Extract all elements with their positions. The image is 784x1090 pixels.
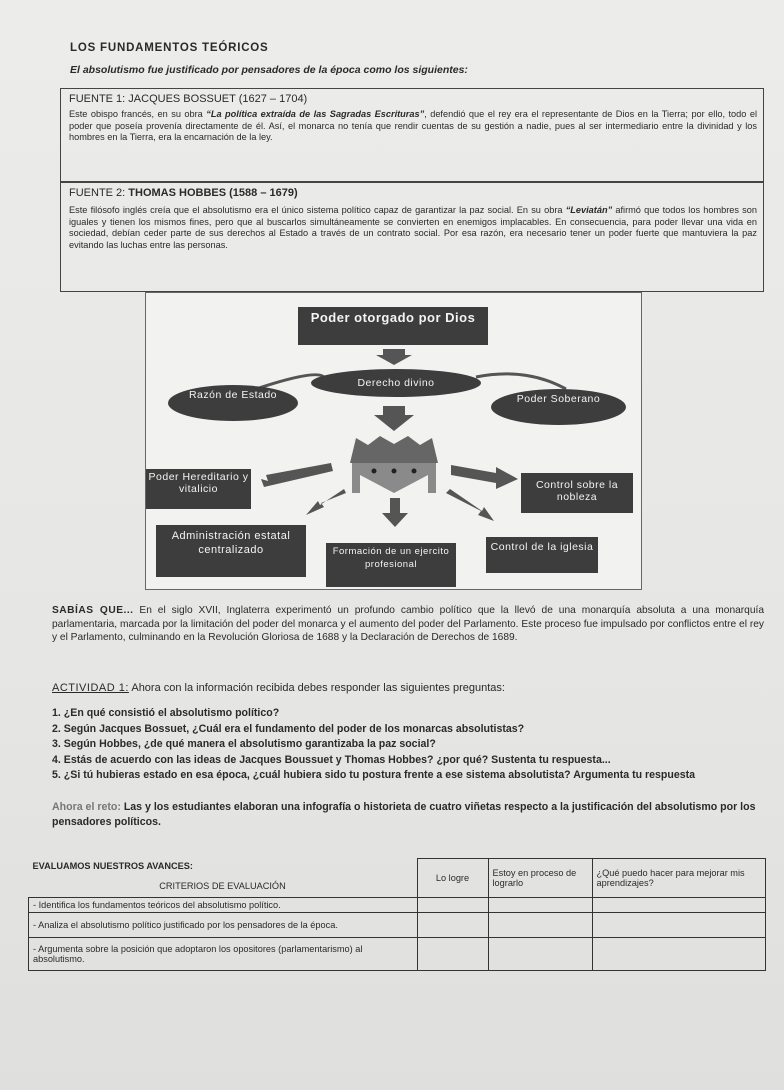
source-2-text: Este filósofo inglés creía que el absolutismo era el único sistema político capaz de garantizar la paz social. En su obra “Leviatán” afirmó que todos los hombres son iguales y tienen los mismos fines, pero que al buscarlos simultáneamente se convierten en enemigos implacables. En consecuencia, para poder llevar una vida en sociedad, debían ceder parte de sus derechos al Estado a través de un contrato social. Por esa razón, era necesario tener un poder fuerte que mantuviera la paz evitando las luchas entre las personas.	[69, 205, 757, 250]
intro-text: El absolutismo fue justificado por pensadores de la época como los siguientes:	[70, 64, 468, 76]
questions-list	[52, 706, 764, 784]
node-control-iglesia: Control de la iglesia	[486, 537, 598, 573]
node-poder-soberano: Poder Soberano	[491, 389, 626, 425]
criterion-2: - Analiza el absolutismo político justificado por los pensadores de la época.	[29, 912, 418, 937]
node-control-nobleza: Control sobre la nobleza	[521, 473, 633, 513]
node-poder-otorgado: Poder otorgado por Dios	[298, 307, 488, 345]
question-2: 2. Según Jacques Bossuet, ¿Cuál era el fundamento del poder de los monarcas absolutistas?	[52, 722, 525, 735]
criterion-1: - Identifica los fundamentos teóricos del absolutismo político.	[29, 897, 418, 912]
source-2-title: FUENTE 2: THOMAS HOBBES (1588 – 1679)	[69, 187, 298, 199]
section-heading: LOS FUNDAMENTOS TEÓRICOS	[70, 42, 269, 54]
source-2-text-lead: Este filósofo inglés creía que el absolutismo era el único sistema político capaz de garantizar la paz social. En su obra	[69, 205, 566, 215]
cell-logre-2[interactable]	[417, 912, 488, 937]
question-5: 5. ¿Si tú hubieras estado en esa época, ¿cuál hubiera sido tu postura frente a ese sistema absolutista? Argumenta tu respuesta	[52, 769, 696, 781]
activity-instruction: ACTIVIDAD 1: Ahora con la información recibida debes responder las siguientes preguntas:	[52, 682, 505, 694]
question-4: 4. Estás de acuerdo con las ideas de Jacques Boussuet y Thomas Hobbes? ¿por qué? Sustenta tu respuesta...	[52, 753, 611, 766]
evaluation-header-cell	[29, 859, 418, 898]
col-proceso: Estoy en proceso de lograrlo	[488, 859, 592, 898]
source-1-box	[60, 88, 764, 182]
crown-icon	[350, 436, 438, 493]
table-row	[29, 897, 766, 912]
col-criteria: CRITERIOS DE EVALUACIÓN	[159, 880, 286, 891]
cell-mejorar-2[interactable]	[592, 912, 766, 937]
node-poder-hereditario: Poder Hereditario y vitalicio	[146, 469, 251, 509]
arrow-right-nobleza	[451, 465, 518, 489]
absolutism-diagram	[145, 292, 642, 590]
evaluation-table	[28, 858, 766, 971]
col-logre: Lo logre	[417, 859, 488, 898]
arrow-down-3	[382, 498, 408, 527]
arrow-left-hereditario	[261, 463, 333, 487]
source-1-text: Este obispo francés, en su obra “La política extraída de las Sagradas Escrituras”, defendió que el rey era el representante de Dios en la Tierra; por ello, todo el poder que poseía provenía directamente de él. Así, el monarca no tenía que rendir cuentas de su gestión a nadie, pues al ser intermediario entre la divinidad y los hombres en la Tierra, era la encarnación de la ley.	[69, 109, 758, 143]
arrow-down-2	[374, 406, 414, 431]
question-3: 3. Según Hobbes, ¿de qué manera el absolutismo garantizaba la paz social?	[52, 738, 436, 750]
reto-paragraph: Ahora el reto: Las y los estudiantes elaboran una infografía o historieta de cuatro viñetas respecto a la justificación del absolutismo por los pensadores políticos.	[52, 801, 756, 828]
table-row	[29, 937, 766, 970]
node-ejercito: Formación de un ejercito profesional	[326, 543, 456, 587]
cell-logre-1[interactable]	[417, 897, 488, 912]
cell-logre-3[interactable]	[417, 937, 488, 970]
arrow-diag-left	[306, 489, 346, 515]
cell-mejorar-1[interactable]	[592, 897, 766, 912]
criterion-3: - Argumenta sobre la posición que adoptaron los opositores (parlamentarismo) al absolutismo.	[29, 937, 418, 970]
arrow-down-1	[376, 349, 412, 365]
sabias-que-paragraph: SABÍAS QUE... En el siglo XVII, Inglaterra experimentó un profundo cambio político que la llevó de una monarquía absoluta a una monarquía parlamentaria, marcada por la limitación del poder del monarca y el aumento del poder del Parlamento. Este proceso fue impulsado por conflictos entre el rey y el Parlamento, culminando en la Revolución Gloriosa de 1688 y la Declaración de Derechos de 1689.	[52, 605, 764, 643]
node-derecho-divino: Derecho divino	[311, 369, 481, 397]
source-1-title: FUENTE 1: JACQUES BOSSUET (1627 – 1704)	[69, 93, 308, 105]
table-row	[29, 912, 766, 937]
node-razon-estado: Razón de Estado	[168, 385, 298, 421]
source-2-box	[60, 182, 764, 292]
col-mejorar: ¿Qué puedo hacer para mejorar mis aprendizajes?	[592, 859, 766, 898]
node-administracion: Administración estatal centralizado	[156, 525, 306, 577]
evaluation-title: EVALUAMOS NUESTROS AVANCES:	[32, 860, 193, 871]
cell-mejorar-3[interactable]	[592, 937, 766, 970]
question-1: 1. ¿En qué consistió el absolutismo político?	[52, 707, 280, 719]
cell-proceso-2[interactable]	[488, 912, 592, 937]
cell-proceso-1[interactable]	[488, 897, 592, 912]
arc-right	[476, 374, 566, 389]
arrow-diag-right	[446, 489, 494, 521]
cell-proceso-3[interactable]	[488, 937, 592, 970]
